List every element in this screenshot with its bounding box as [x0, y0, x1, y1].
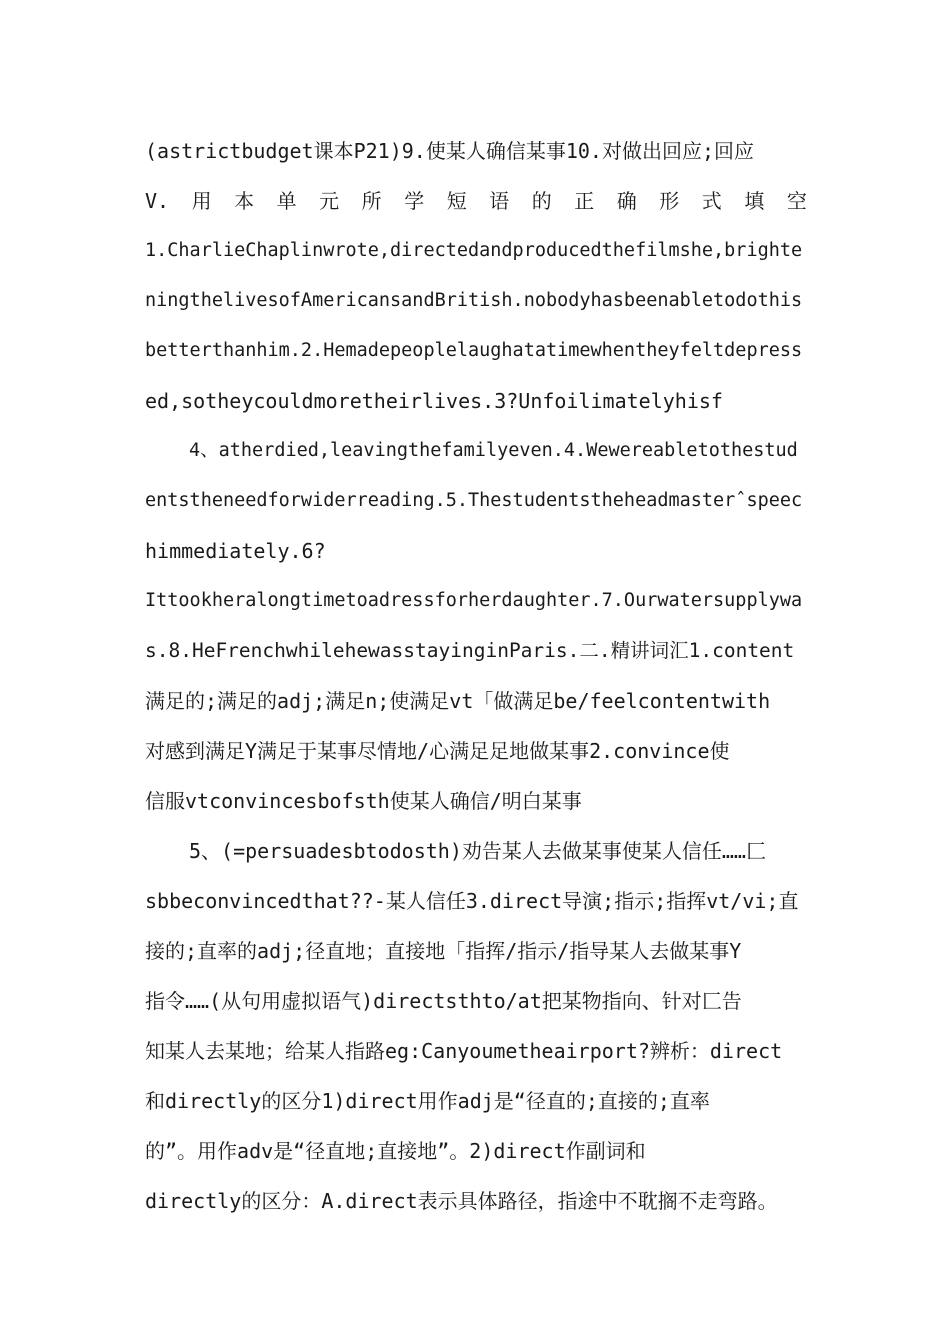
paragraph-start-line: 5、(=persuadesbtodosth)劝告某人去做某事使某人信任……匚: [189, 839, 766, 863]
text-line: 知某人去某地；给某人指路eg:Canyoumetheairport?辨析：direct: [145, 1039, 783, 1063]
heading-char: 短: [446, 189, 467, 213]
text-line: entstheneedforwiderreading.5.Thestudentstheheadmasterˆspeec: [145, 490, 803, 511]
text-line: directly的区分：A.direct表示具体路径，指途中不耽搁不走弯路。: [145, 1189, 778, 1213]
text-line: 的”。用作adv是“径直地;直接地”。2)direct作副词和: [145, 1139, 646, 1163]
text-line: ed,sotheycouldmoretheirlives.3?Unfoilimatelyhisf: [145, 389, 723, 413]
section-heading: [145, 176, 807, 226]
text-line: 满足的;满足的adj;满足n;使满足vt「做满足be/feelcontentwith: [145, 689, 771, 713]
text-line: 和directly的区分1)direct用作adj是“径直的;直接的;直率: [145, 1089, 710, 1113]
document-body: [145, 126, 807, 1226]
text-line: 信服vtconvincesbofsth使某人确信/明白某事: [145, 789, 582, 813]
heading-char: 语: [489, 189, 510, 213]
heading-char: 形: [659, 189, 680, 213]
heading-char: 确: [616, 189, 637, 213]
heading-char: 的: [531, 189, 552, 213]
text-line: (astrictbudget课本P21)9.使某人确信某事10.对做出回应;回应: [145, 139, 754, 163]
text-line: himmediately.6?: [145, 539, 326, 563]
text-line: 接的;直率的adj;径直地；直接地「指挥/指示/指导某人去做某事Y: [145, 939, 742, 963]
heading-char: 所: [361, 189, 382, 213]
heading-char: 学: [404, 189, 425, 213]
text-line: Ittookheralongtimetoadressforherdaughter.7.Ourwatersupplywa: [145, 590, 803, 611]
heading-char: 式: [701, 189, 722, 213]
heading-char: 正: [574, 189, 595, 213]
heading-char: 空: [786, 189, 807, 213]
text-line: betterthanhim.2.Hemadepeoplelaughatatimewhentheyfeltdepress: [145, 340, 803, 361]
heading-char: 元: [319, 189, 340, 213]
text-line: 对感到满足Y满足于某事尽情地/心满足足地做某事2.convince使: [145, 739, 730, 763]
paragraph-start-line: 4、atherdied,leavingthefamilyeven.4.Wewereabletothestud: [189, 440, 798, 461]
text-line: sbbeconvincedthat??-某人信任3.direct导演;指示;指挥vt/vi;直: [145, 889, 799, 913]
heading-char: V.: [145, 189, 170, 213]
heading-char: 本: [234, 189, 255, 213]
heading-char: 单: [276, 189, 297, 213]
text-line: 指令……(从句用虚拟语气)directsthto/at把某物指向、针对匚告: [145, 989, 742, 1013]
heading-char: 用: [191, 189, 212, 213]
text-line: ningthelivesofAmericansandBritish.nobodyhasbeenabletodothis: [145, 290, 803, 311]
text-line: 1.CharlieChaplinwrote,directedandproducedthefilmshe,brighte: [145, 240, 803, 261]
text-line: s.8.HeFrenchwhilehewasstayinginParis.二.精讲词汇1.content: [145, 639, 795, 662]
heading-char: 填: [744, 189, 765, 213]
